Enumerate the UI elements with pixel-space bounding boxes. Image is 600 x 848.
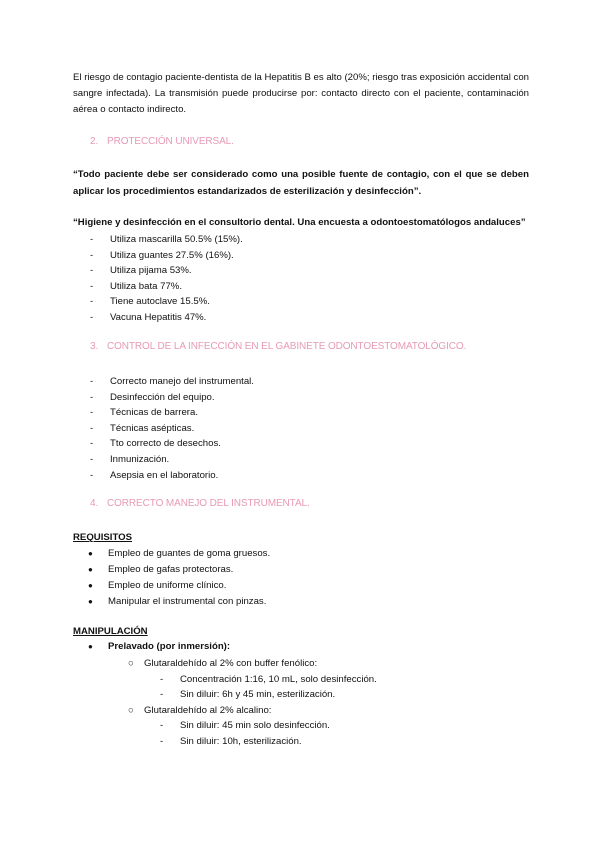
survey-title: “Higiene y desinfección en el consultorio dental. Una encuesta a odontoestomatólogos andaluces”: [73, 217, 526, 228]
requisitos-list: [88, 546, 270, 610]
intro-paragraph: El riesgo de contagio paciente-dentista de la Hepatitis B es alto (20%; riesgo tras exposición accidental con sangre infectada). La transmisión puede producirse por: contacto directo con el paciente, contaminación aérea o contacto indirecto.: [73, 72, 529, 115]
section-title: PROTECCIÓN UNIVERSAL.: [107, 136, 234, 147]
list-item: - Utiliza pijama 53%.: [90, 265, 192, 277]
option-item: ○ Glutaraldehído al 2% con buffer fenólico:: [128, 658, 318, 669]
option-detail: - Sin diluir: 45 min solo desinfección.: [160, 720, 330, 731]
section-title: CORRECTO MANEJO DEL INSTRUMENTAL.: [107, 498, 310, 509]
list-item: - Técnicas de barrera.: [90, 407, 198, 419]
option-detail: - Sin diluir: 6h y 45 min, esterilización.: [160, 689, 336, 700]
section-heading-4: [90, 498, 310, 509]
list-item: - Correcto manejo del instrumental.: [90, 376, 254, 387]
list-item: ● Empleo de gafas protectoras.: [88, 564, 234, 575]
section-number: 3.: [90, 341, 99, 352]
section-heading-3: [90, 341, 466, 352]
survey-list: [90, 232, 243, 326]
list-item: ● Empleo de uniforme clínico.: [88, 580, 227, 591]
principle-quote: “Todo paciente debe ser considerado como una posible fuente de contagio, con el que se deben aplicar los procedimientos estandarizados de esterilización y desinfección”.: [73, 169, 529, 197]
requisitos-heading: REQUISITOS: [73, 532, 132, 543]
section-heading-2: [90, 136, 234, 147]
section-title: CONTROL DE LA INFECCIÓN EN EL GABINETE ODONTOESTOMATOLÓGICO.: [107, 341, 467, 352]
list-item: ● Manipular el instrumental con pinzas.: [88, 596, 267, 607]
list-item: - Utiliza bata 77%.: [90, 280, 182, 292]
list-item: - Tiene autoclave 15.5%.: [90, 296, 210, 308]
manipulacion-heading: MANIPULACIÓN: [73, 626, 148, 637]
option-detail: - Concentración 1:16, 10 mL, solo desinfección.: [160, 674, 377, 685]
list-item: - Asepsia en el laboratorio.: [90, 469, 219, 481]
list-item: - Vacuna Hepatitis 47%.: [90, 311, 207, 323]
list-item: - Técnicas asépticas.: [90, 422, 195, 434]
prelavado-item: ● Prelavado (por inmersión):: [88, 641, 231, 652]
list-item: - Desinfección del equipo.: [90, 391, 215, 403]
section-number: 2.: [90, 136, 99, 147]
option-detail: - Sin diluir: 10h, esterilización.: [160, 736, 302, 747]
list-item: - Tto correcto de desechos.: [90, 438, 221, 450]
list-item: - Utiliza guantes 27.5% (16%).: [90, 249, 234, 261]
section-number: 4.: [90, 498, 99, 509]
list-item: - Inmunización.: [90, 453, 170, 465]
option-item: ○ Glutaraldehído al 2% alcalino:: [128, 705, 272, 716]
list-item: ● Empleo de guantes de goma gruesos.: [88, 548, 271, 559]
control-list: [90, 374, 254, 483]
list-item: - Utiliza mascarilla 50.5% (15%).: [90, 234, 243, 245]
